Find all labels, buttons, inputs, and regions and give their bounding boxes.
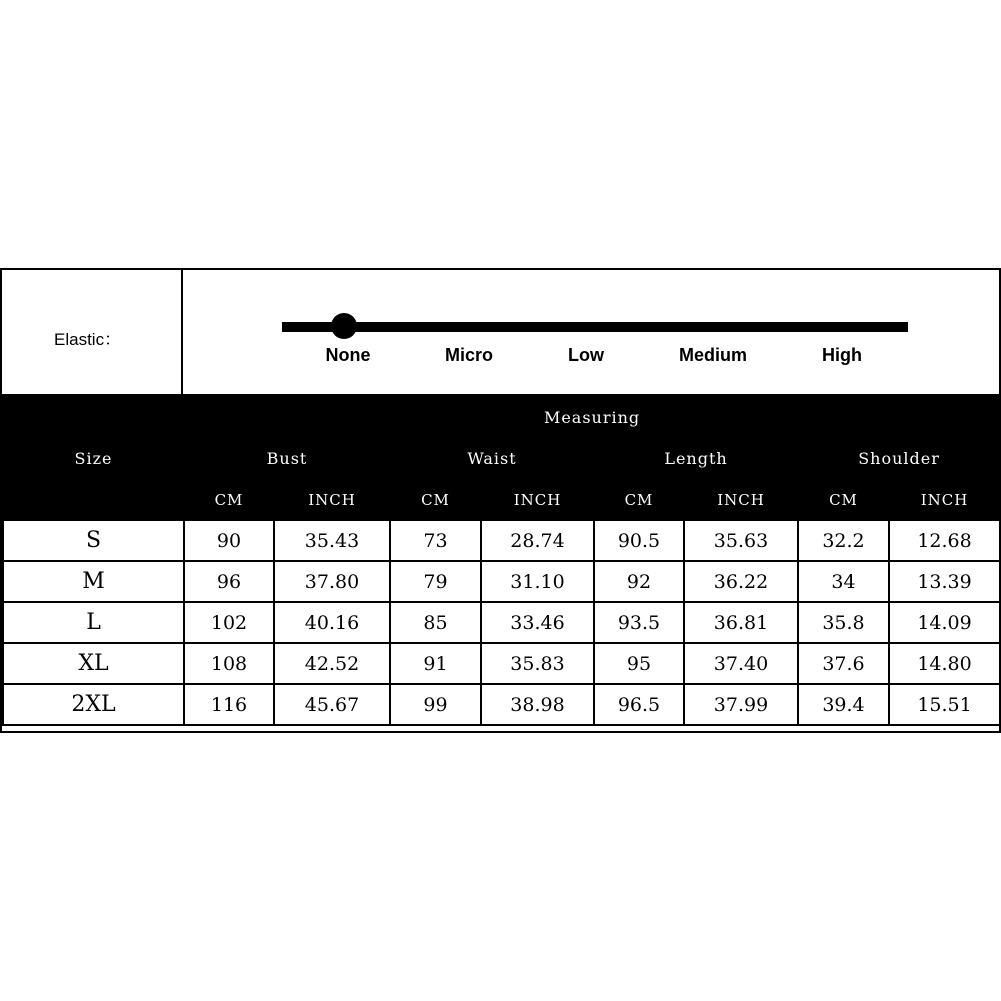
unit-inch-header: INCH (889, 479, 1000, 520)
measuring-header: Measuring (184, 397, 1000, 438)
unit-cm-header: CM (594, 479, 684, 520)
shoulder-inch-cell: 14.80 (889, 643, 1000, 684)
shoulder-cm-cell: 34 (798, 561, 889, 602)
waist-inch-cell: 38.98 (481, 684, 594, 725)
bust-inch-cell: 45.67 (274, 684, 390, 725)
size-header: Size (3, 397, 184, 520)
shoulder-cm-cell: 35.8 (798, 602, 889, 643)
bust-cm-cell: 90 (184, 520, 274, 561)
length-cm-cell: 96.5 (594, 684, 684, 725)
table-row (3, 684, 1000, 725)
unit-inch-header: INCH (684, 479, 798, 520)
length-header: Length (594, 438, 798, 479)
shoulder-cm-cell: 32.2 (798, 520, 889, 561)
waist-cm-cell: 85 (390, 602, 481, 643)
unit-cm-header: CM (798, 479, 889, 520)
elasticity-indicator (331, 313, 357, 339)
size-cell: M (3, 561, 184, 602)
waist-inch-cell: 31.10 (481, 561, 594, 602)
waist-cm-cell: 79 (390, 561, 481, 602)
bust-cm-cell: 96 (184, 561, 274, 602)
waist-inch-cell: 33.46 (481, 602, 594, 643)
size-cell: 2XL (3, 684, 184, 725)
waist-cm-cell: 73 (390, 520, 481, 561)
size-chart (0, 268, 1001, 733)
elasticity-row (2, 270, 999, 396)
unit-inch-header: INCH (274, 479, 390, 520)
bust-inch-cell: 35.43 (274, 520, 390, 561)
table-row (3, 643, 1000, 684)
length-inch-cell: 36.22 (684, 561, 798, 602)
size-cell: L (3, 602, 184, 643)
shoulder-inch-cell: 12.68 (889, 520, 1000, 561)
bust-cm-cell: 116 (184, 684, 274, 725)
length-cm-cell: 95 (594, 643, 684, 684)
waist-cm-cell: 91 (390, 643, 481, 684)
elasticity-level-micro: Micro (444, 345, 494, 365)
length-inch-cell: 36.81 (684, 602, 798, 643)
unit-cm-header: CM (184, 479, 274, 520)
elasticity-level-low: Low (568, 345, 604, 365)
waist-cm-cell: 99 (390, 684, 481, 725)
bust-inch-cell: 42.52 (274, 643, 390, 684)
shoulder-inch-cell: 14.09 (889, 602, 1000, 643)
length-inch-cell: 37.40 (684, 643, 798, 684)
unit-inch-header: INCH (481, 479, 594, 520)
waist-inch-cell: 28.74 (481, 520, 594, 561)
shoulder-cm-cell: 37.6 (798, 643, 889, 684)
size-cell: S (3, 520, 184, 561)
table-row (3, 602, 1000, 643)
bust-inch-cell: 37.80 (274, 561, 390, 602)
length-cm-cell: 93.5 (594, 602, 684, 643)
bust-cm-cell: 108 (184, 643, 274, 684)
unit-cm-header: CM (390, 479, 481, 520)
elasticity-divider (181, 270, 183, 396)
size-cell: XL (3, 643, 184, 684)
shoulder-inch-cell: 13.39 (889, 561, 1000, 602)
elasticity-label: Elastic： (54, 330, 122, 349)
shoulder-header: Shoulder (798, 438, 1000, 479)
elasticity-level-none: None (325, 345, 371, 365)
table-row (3, 561, 1000, 602)
shoulder-inch-cell: 15.51 (889, 684, 1000, 725)
elasticity-level-medium: Medium (678, 345, 748, 365)
bust-header: Bust (184, 438, 390, 479)
length-inch-cell: 37.99 (684, 684, 798, 725)
length-cm-cell: 92 (594, 561, 684, 602)
size-table (2, 396, 1001, 726)
length-cm-cell: 90.5 (594, 520, 684, 561)
length-inch-cell: 35.63 (684, 520, 798, 561)
elasticity-level-high: High (822, 345, 862, 365)
waist-inch-cell: 35.83 (481, 643, 594, 684)
elasticity-scale-track (282, 322, 908, 332)
bust-cm-cell: 102 (184, 602, 274, 643)
shoulder-cm-cell: 39.4 (798, 684, 889, 725)
table-row (3, 520, 1000, 561)
waist-header: Waist (390, 438, 594, 479)
bust-inch-cell: 40.16 (274, 602, 390, 643)
